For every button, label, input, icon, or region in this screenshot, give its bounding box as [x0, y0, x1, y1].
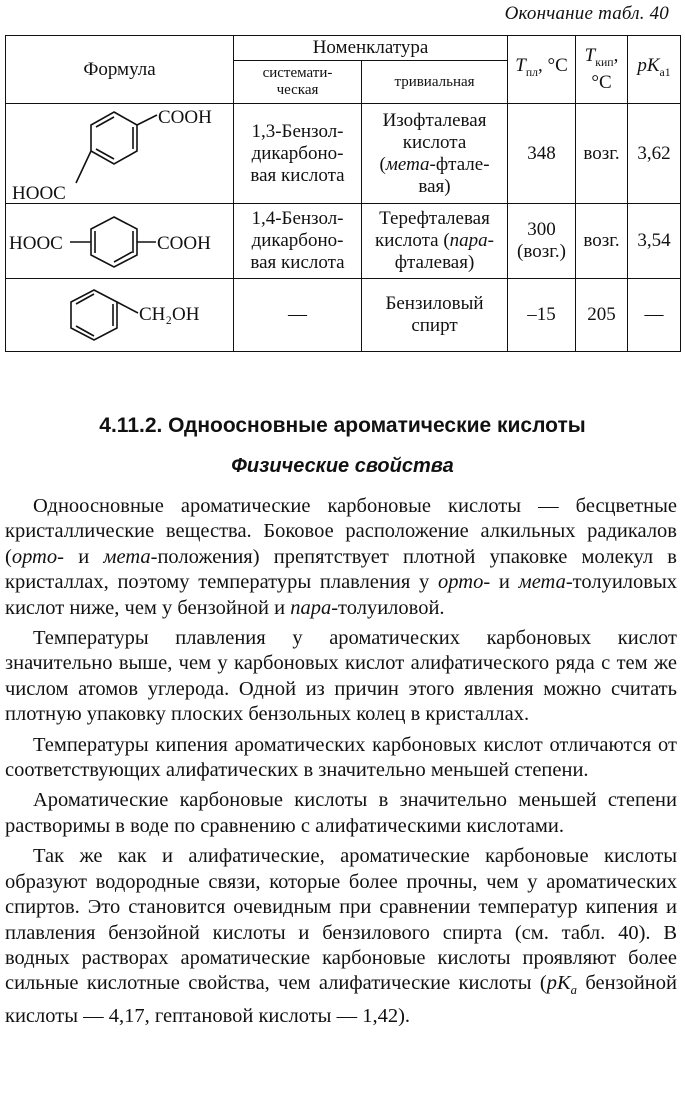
text-run: и [490, 571, 519, 594]
isophthalic-structure [6, 105, 232, 203]
paragraph [5, 844, 677, 1029]
systematic-name: 1,3-Бензол- дикарбоно- вая кислота [234, 104, 362, 204]
terephthalic-structure [6, 205, 232, 278]
properties-table [5, 35, 681, 352]
text-run: Температуры плавления у ароматических карбоновых кислот значительно выше, чем у карбоновых кислот алифатического ряда с тем же числом атомов углерода. Одной из причин этого явления можно считать плотную упаковку плоских бензольных колец в кристаллах. [5, 627, 677, 726]
table-caption: Окончание табл. 40 [504, 3, 669, 24]
paragraph [5, 494, 677, 621]
text-run: орто- [438, 571, 491, 594]
header-trivial: тривиальная [362, 61, 508, 104]
trivial-name: Изофталевая кислота (мета-фтале- вая) [362, 104, 508, 204]
paragraph [5, 733, 677, 784]
text-run: -толуиловых кислот ниже, чем у бензойной и [5, 571, 677, 619]
melting-point: 300 (возг.) [508, 204, 576, 279]
boiling-point: возг. [576, 204, 628, 279]
benzene-ring [71, 290, 117, 340]
text-run: a [570, 983, 578, 998]
cooh-label: COOH [157, 232, 211, 254]
hooc-label: HOOC [9, 232, 63, 254]
table-row [6, 204, 681, 279]
text-run: Температуры кипения ароматических карбоновых кислот отличаются от соответствующих алифатических в значительно меньшей степени. [5, 733, 677, 782]
header-pka: $pK_{a1}$ [628, 36, 681, 104]
text-run: мета [518, 571, 566, 594]
header-nomenclature: Номенклатура [234, 36, 508, 61]
systematic-name: 1,4-Бензол- дикарбоно- вая кислота [234, 204, 362, 279]
systematic-name: — [234, 279, 362, 352]
formula-terephthalic [6, 204, 234, 279]
paragraph [5, 626, 677, 728]
melting-point: –15 [508, 279, 576, 352]
text-run: -положения) препятствует плотной упаковке молекул в кристаллах, поэтому температуры плавления у [5, 545, 677, 594]
benzyl-alcohol-structure [6, 280, 232, 351]
trivial-name: Терефталевая кислота (пара- фталевая) [362, 204, 508, 279]
text-run: мета [103, 545, 151, 568]
header-boiling-point: $T_{кип}$, °C [576, 36, 628, 104]
formula-benzyl-alcohol [6, 279, 234, 352]
header-melting-point: $T_{пл}$, °C [508, 36, 576, 104]
table-row [6, 104, 681, 204]
text-run: Одноосновные ароматические карбоновые кислоты — бесцветные кристаллические вещества. Боковое расположение алкильных радикалов ( [5, 495, 677, 568]
pka-value: 3,62 [628, 104, 681, 204]
paragraph [5, 788, 677, 839]
header-systematic: системати- ческая [234, 61, 362, 104]
text-run: орто- [11, 545, 64, 568]
header-formula: Формула [6, 36, 234, 104]
cooh-label: COOH [158, 106, 212, 128]
formula-isophthalic [6, 104, 234, 204]
text-run: pK [546, 972, 571, 995]
text-run: пара [290, 596, 332, 619]
boiling-point: 205 [576, 279, 628, 352]
subsection-title: Физические свойства [231, 455, 454, 477]
pka-value: 3,54 [628, 204, 681, 279]
table-row [6, 279, 681, 352]
benzene-ring [91, 112, 137, 164]
ch2oh-label: CH₂OH [139, 303, 200, 325]
melting-point: 348 [508, 104, 576, 204]
text-run: Так же как и алифатические, ароматические карбоновые кислоты образуют водородные связи, которые более прочны, чем у ароматических спиртов. Это становится очевидным при сравнении температур кипения и плавления бензойной кислоты и бензилового спирта (см. табл. 40). В водных растворах ароматические карбоновые кислоты проявляют более сильные кислотные свойства, чем алифатические кислоты ( [5, 845, 677, 995]
boiling-point: возг. [576, 104, 628, 204]
body-text [5, 494, 677, 1034]
text-run: и [63, 545, 104, 568]
hooc-label: HOOC [12, 182, 66, 203]
trivial-name: Бензиловый спирт [362, 279, 508, 352]
text-run: бензойной кислоты — 4,17, гептановой кислоты — 1,42). [5, 972, 677, 1027]
benzene-ring [91, 217, 137, 267]
text-run: -толуиловой. [331, 596, 445, 619]
section-title: 4.11.2. Одноосновные ароматические кислоты [99, 414, 586, 437]
text-run: Ароматические карбоновые кислоты в значительно меньшей степени растворимы в воде по сравнению с алифатическими кислотами. [5, 789, 677, 837]
pka-value: — [628, 279, 681, 352]
